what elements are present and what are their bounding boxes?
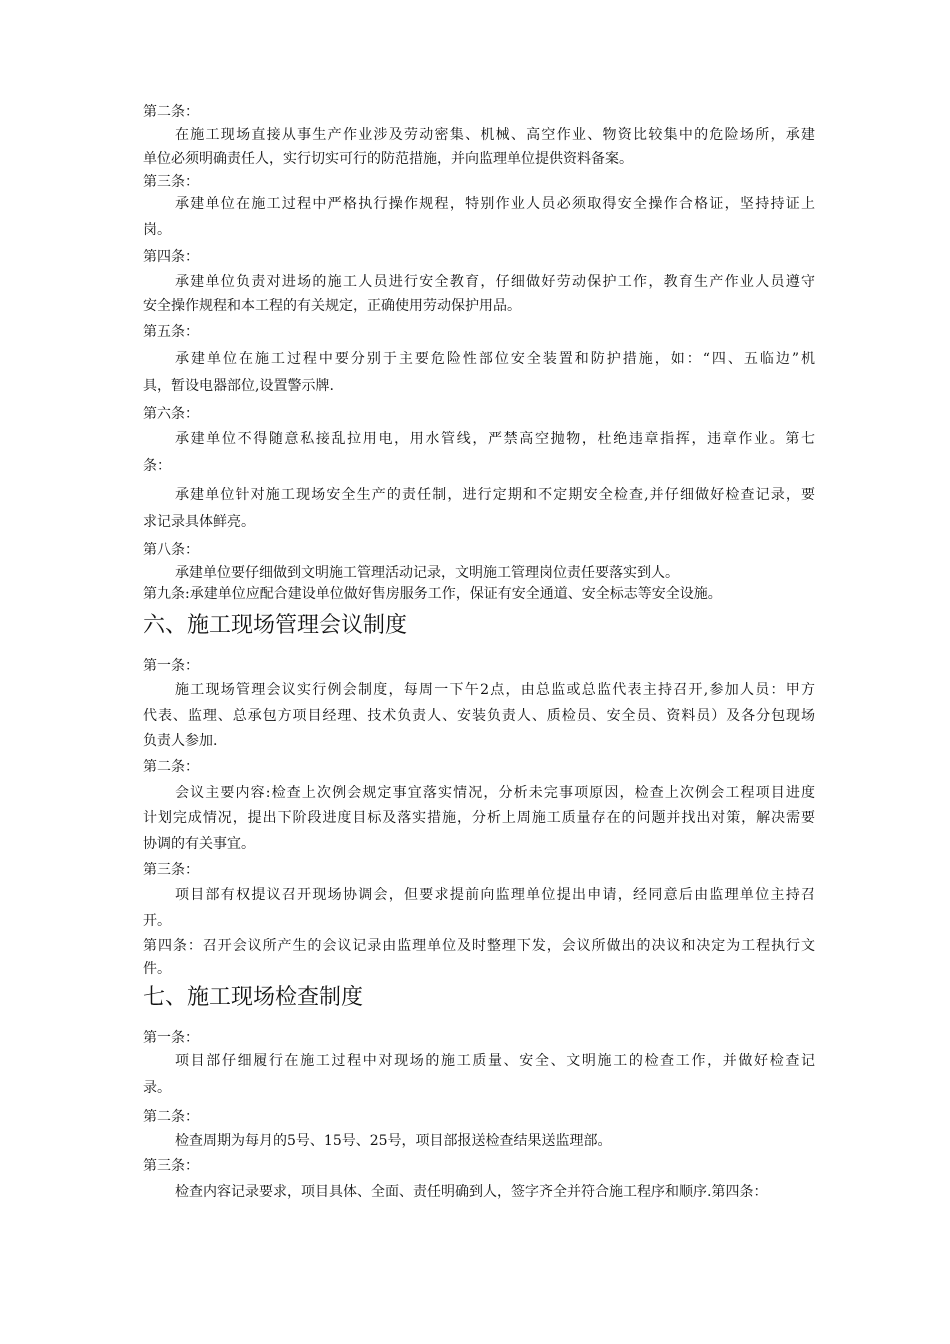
section-heading: 七、施工现场检查制度 (143, 985, 364, 1010)
paragraph-line: 第四条：召开会议所产生的会议记录由监理单位及时整理下发，会议所做出的决议和决定为工程执行文 (143, 938, 815, 954)
paragraph-line: 录。 (143, 1080, 171, 1096)
article-label: 第二条： (143, 104, 199, 120)
paragraph-line: 第九条:承建单位应配合建设单位做好售房服务工作，保证有安全通道、安全标志等安全设施。 (143, 586, 722, 602)
paragraph-line: 协调的有关事宜。 (143, 836, 255, 852)
paragraph-line: 承建单位针对施工现场安全生产的责任制，进行定期和不定期安全检查,并仔细做好检查记录，要 (175, 487, 815, 503)
article-label: 第三条： (143, 174, 199, 190)
paragraph-line: 项目部有权提议召开现场协调会，但要求提前向监理单位提出申请，经同意后由监理单位主持召 (175, 887, 815, 903)
paragraph-line: 承建单位在施工过程中严格执行操作规程，特别作业人员必须取得安全操作合格证，坚持持证上 (175, 196, 815, 212)
article-label: 第四条： (143, 249, 199, 265)
paragraph-line: 件。 (143, 961, 171, 977)
paragraph-line: 安全操作规程和本工程的有关规定，正确使用劳动保护用品。 (143, 298, 521, 314)
article-label: 第三条： (143, 862, 199, 878)
paragraph-line: 施工现场管理会议实行例会制度，每周一下午2点，由总监或总监代表主持召开,参加人员：甲方 (175, 682, 815, 698)
article-label: 第二条： (143, 759, 199, 775)
paragraph-line: 求记录具体鲜亮。 (143, 514, 255, 530)
paragraph-line: 承建单位负责对进场的施工人员进行安全教育，仔细做好劳动保护工作，教育生产作业人员遵守 (175, 274, 815, 290)
paragraph-line: 在施工现场直接从事生产作业涉及劳动密集、机械、高空作业、物资比较集中的危险场所，承建 (175, 127, 815, 143)
paragraph-line: 计划完成情况，提出下阶段进度目标及落实措施，分析上周施工质量存在的问题并找出对策，解决需要 (143, 810, 815, 826)
article-label: 第八条： (143, 542, 199, 558)
paragraph-line: 条： (143, 458, 171, 474)
paragraph-line: 岗。 (143, 222, 171, 238)
paragraph-line: 项目部仔细履行在施工过程中对现场的施工质量、安全、文明施工的检查工作，并做好检查记 (175, 1053, 815, 1069)
paragraph-line: 承建单位不得随意私接乱拉用电，用水管线，严禁高空抛物，杜绝违章指挥，违章作业。第七 (175, 431, 815, 447)
section-heading: 六、施工现场管理会议制度 (143, 613, 408, 638)
article-label: 第六条： (143, 406, 199, 422)
paragraph-line: 单位必须明确责任人，实行切实可行的防范措施，并向监理单位提供资料备案。 (143, 151, 633, 167)
paragraph-line: 会议主要内容:检查上次例会规定事宜落实情况，分析未完事项原因，检查上次例会工程项目进度 (175, 785, 815, 801)
article-label: 第一条： (143, 658, 199, 674)
article-label: 第五条： (143, 324, 199, 340)
paragraph-line: 承建单位在施工过程中要分别于主要危险性部位安全装置和防护措施，如：“四、五临边”机 (175, 351, 815, 367)
paragraph-line: 检查周期为每月的5号、15号、25号，项目部报送检查结果送监理部。 (175, 1133, 612, 1149)
paragraph-line: 具，暂设电器部位,设置警示牌. (143, 378, 334, 394)
paragraph-line: 代表、监理、总承包方项目经理、技术负责人、安装负责人、质检员、安全员、资料员）及各分包现场 (143, 708, 815, 724)
article-label: 第二条： (143, 1109, 199, 1125)
article-label: 第三条： (143, 1158, 199, 1174)
paragraph-line: 开。 (143, 913, 171, 929)
paragraph-line: 负责人参加. (143, 733, 218, 749)
paragraph-line: 检查内容记录要求，项目具体、全面、责任明确到人，签字齐全并符合施工程序和顺序.第四条： (175, 1184, 768, 1200)
paragraph-line: 承建单位要仔细做到文明施工管理活动记录，文明施工管理岗位责任要落实到人。 (175, 565, 679, 581)
article-label: 第一条： (143, 1030, 199, 1046)
